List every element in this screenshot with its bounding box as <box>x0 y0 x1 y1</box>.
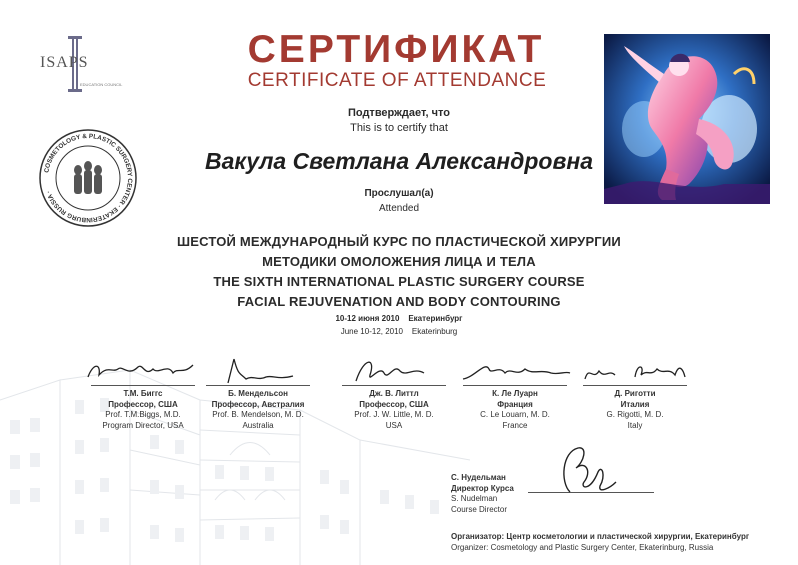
isaps-subtitle: EDUCATION COUNCIL <box>80 82 123 87</box>
signature-line <box>583 385 687 386</box>
organizer-en: Organizer: Cosmetology and Plastic Surgery Center, Ekaterinburg, Russia <box>451 543 714 552</box>
signatory-name-ru: К. Ле Луарн <box>492 389 538 398</box>
recipient-name: Вакула Светлана Александровна <box>204 148 594 174</box>
signatory-role-en: Program Director, USA <box>102 420 184 430</box>
director-role-en: Course Director <box>451 504 508 514</box>
director-name-ru: С. Нудельман <box>451 473 506 482</box>
director-name-en: S. Nudelman <box>451 494 498 503</box>
signatory-name-ru: Дж. В. Литтл <box>369 389 419 398</box>
signatory-role-en: Australia <box>242 420 274 430</box>
signatory-role-en: USA <box>385 420 403 430</box>
signatory-role-ru: Профессор, США <box>359 399 429 409</box>
signatory-le-louarn <box>455 355 575 431</box>
signatory-role-ru: Профессор, США <box>108 399 178 409</box>
signature-line <box>206 385 310 386</box>
signatory-rigotti <box>575 355 695 431</box>
confirm-text-ru: Подтверждает, что <box>347 107 451 119</box>
signatory-name-ru: Б. Мендельсон <box>228 389 288 398</box>
director-role-ru: Директор Курса <box>451 483 514 493</box>
signatory-name-en: C. Le Louarn, M. D. <box>480 410 550 419</box>
signatory-name-en: Prof. T.M.Biggs, M.D. <box>105 410 181 419</box>
signatory-role-en: France <box>502 420 528 430</box>
signature-line <box>91 385 195 386</box>
signatory-name-en: G. Rigotti, M. D. <box>606 410 664 419</box>
isaps-wordmark: ISAPS <box>40 54 89 71</box>
signature-line <box>463 385 567 386</box>
signatory-role-ru: Франция <box>497 399 533 409</box>
signatory-role-en: Italy <box>627 420 643 430</box>
signatory-biggs <box>83 355 203 431</box>
signature-le-louarn <box>455 355 575 385</box>
signatory-role-ru: Профессор, Австралия <box>211 399 305 409</box>
signature-mendelson <box>198 355 318 385</box>
signatory-role-ru: Италия <box>620 399 650 409</box>
attended-label-en: Attended <box>378 203 420 214</box>
signatory-name-en: Prof. J. W. Little, M. D. <box>354 410 434 419</box>
signature-line <box>342 385 446 386</box>
signature-nudelman <box>540 442 620 502</box>
certificate-title-en: CERTIFICATE OF ATTENDANCE <box>247 70 547 91</box>
signatory-name-en: Prof. B. Mendelson, M. D. <box>212 410 304 419</box>
course-date-ru: 10-12 июня 2010 Екатеринбург <box>335 314 463 323</box>
organizer-ru: Организатор: Центр косметологии и пластической хирургии, Екатеринбург <box>451 532 750 541</box>
signature-little <box>334 355 454 385</box>
signature-rigotti <box>575 355 695 385</box>
signature-biggs <box>83 355 203 385</box>
course-title-en-1: THE SIXTH INTERNATIONAL PLASTIC SURGERY COURSE <box>213 274 585 289</box>
confirm-text-en: This is to certify that <box>350 122 448 134</box>
attended-label-ru: Прослушал(а) <box>364 188 434 199</box>
course-title-ru-1: ШЕСТОЙ МЕЖДУНАРОДНЫЙ КУРС ПО ПЛАСТИЧЕСКОЙ ХИРУРГИИ <box>177 234 621 249</box>
signatory-mendelson <box>198 355 318 431</box>
course-title-en-2: FACIAL REJUVENATION AND BODY CONTOURING <box>237 294 561 309</box>
course-title-ru-2: МЕТОДИКИ ОМОЛОЖЕНИЯ ЛИЦА И ТЕЛА <box>262 254 536 269</box>
organizer-info <box>451 531 749 553</box>
artwork-image <box>604 34 770 204</box>
certificate-title-ru: СЕРТИФИКАТ <box>247 28 545 71</box>
course-date-en: June 10-12, 2010 Ekaterinburg <box>340 327 458 336</box>
signatory-name-ru: Т.М. Биггс <box>123 389 163 398</box>
svg-text:COSMETOLOGY & PLASTIC SURGERY: COSMETOLOGY & PLASTIC SURGERY CENTER · EKATERINBURG RUSSIA · <box>43 132 134 224</box>
signatory-name-ru: Д. Риготти <box>614 389 656 398</box>
signatory-little <box>334 355 454 431</box>
course-director <box>451 473 514 515</box>
